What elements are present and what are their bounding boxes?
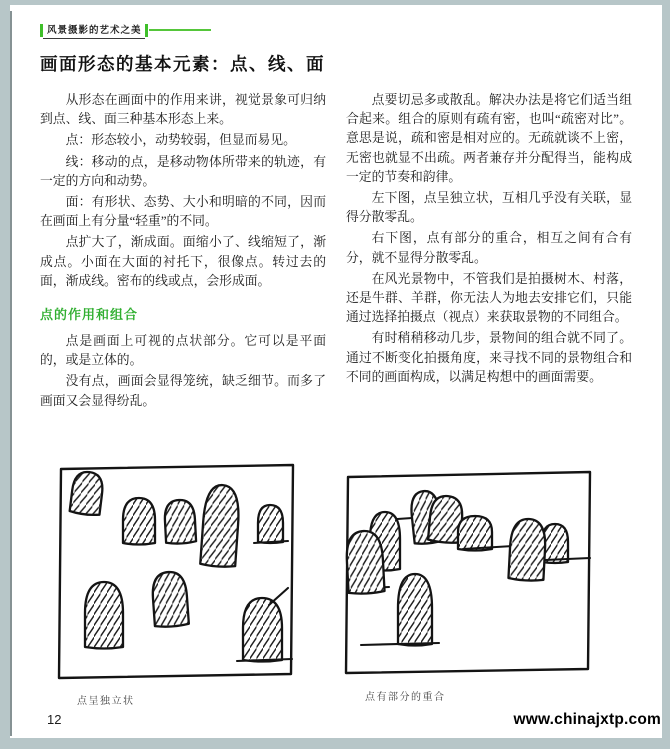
green-rule (149, 29, 211, 31)
right-column (346, 91, 632, 413)
tree-sketch (123, 498, 155, 545)
tree-sketch (69, 470, 104, 516)
stray-stroke (269, 588, 288, 605)
two-column-text (40, 91, 632, 413)
chapter-header (40, 22, 211, 38)
sketch-overlapping-points-illustration (343, 467, 595, 679)
paragraph: 点要切忌多或散乱。解决办法是将它们适当组合起来。组合的原则有疏有密，也叫“疏密对比”。意思是说，疏和密是相对应的。无疏就谈不上密，无密也就显不出疏。两者兼存并分配得当，能构成一定的节奏和韵律。 (346, 93, 632, 184)
tree-sketch (258, 505, 283, 543)
sketch-isolated-points-illustration (55, 461, 299, 683)
watermark-url: www.chinajxtp.com (513, 711, 661, 728)
page-title: 画面形态的基本元素：点、线、面 (40, 54, 325, 74)
paragraph: 从形态在画面中的作用来讲，视觉景象可归纳到点、线、面三种基本形态上来。 (40, 93, 326, 127)
paragraph: 面：有形状、态势、大小和明暗的不同，因而在画面上有分量“轻重”的不同。 (40, 195, 326, 229)
paragraph: 有时稍稍移动几步，景物间的组合就不同了。通过不断变化拍摄角度，来寻找不同的景物组合和不同的画面构成，以满足构想中的画面需要。 (346, 331, 632, 384)
series-title: 风景摄影的艺术之美 (43, 21, 145, 39)
figure-isolated-points (55, 461, 299, 707)
figure-caption: 点呈独立状 (77, 696, 135, 707)
section-subheading: 点的作用和组合 (40, 307, 139, 323)
tree-sketch (458, 516, 492, 551)
paragraph: 点扩大了，渐成面。面缩小了、线缩短了，渐成点。小面在大面的衬托下，很像点。转过去的面，渐成线。密布的线或点，会形成面。 (40, 235, 326, 288)
tree-sketch (398, 574, 432, 646)
tree-sketch (200, 484, 241, 568)
paragraph: 线：移动的点，是移动物体所带来的轨迹，有一定的方向和动势。 (40, 154, 326, 188)
tree-sketch (151, 571, 189, 628)
figure-overlapping-points (343, 467, 595, 703)
book-page (10, 5, 662, 738)
paragraph: 右下图，点有部分的重合，相互之间有合有分，就不显得分散零乱。 (346, 231, 632, 265)
tree-sketch (508, 518, 546, 581)
page-number: 12 (47, 712, 62, 727)
paragraph: 左下图，点呈独立状，互相几乎没有关联，显得分散零乱。 (346, 191, 632, 225)
tree-sketch (164, 499, 196, 544)
tree-sketch (85, 582, 123, 649)
left-column (40, 91, 326, 413)
paragraph: 没有点，画面会显得笼统，缺乏细节。而多了画面又会显得纷乱。 (40, 374, 326, 408)
green-bar-icon (145, 24, 148, 37)
paragraph: 点：形态较小，动势较弱，但显而易见。 (65, 133, 296, 148)
tree-sketch (243, 598, 282, 662)
figure-caption: 点有部分的重合 (365, 692, 446, 703)
tree-sketch (345, 530, 384, 594)
paragraph: 在风光景物中，不管我们是拍摄树木、村落，还是牛群、羊群，你无法人为地去安排它们，只能通过选择拍摄点（视点）来获取景物的不同组合。 (346, 271, 632, 325)
paragraph: 点是画面上可视的点状部分。它可以是平面的，或是立体的。 (40, 334, 326, 368)
